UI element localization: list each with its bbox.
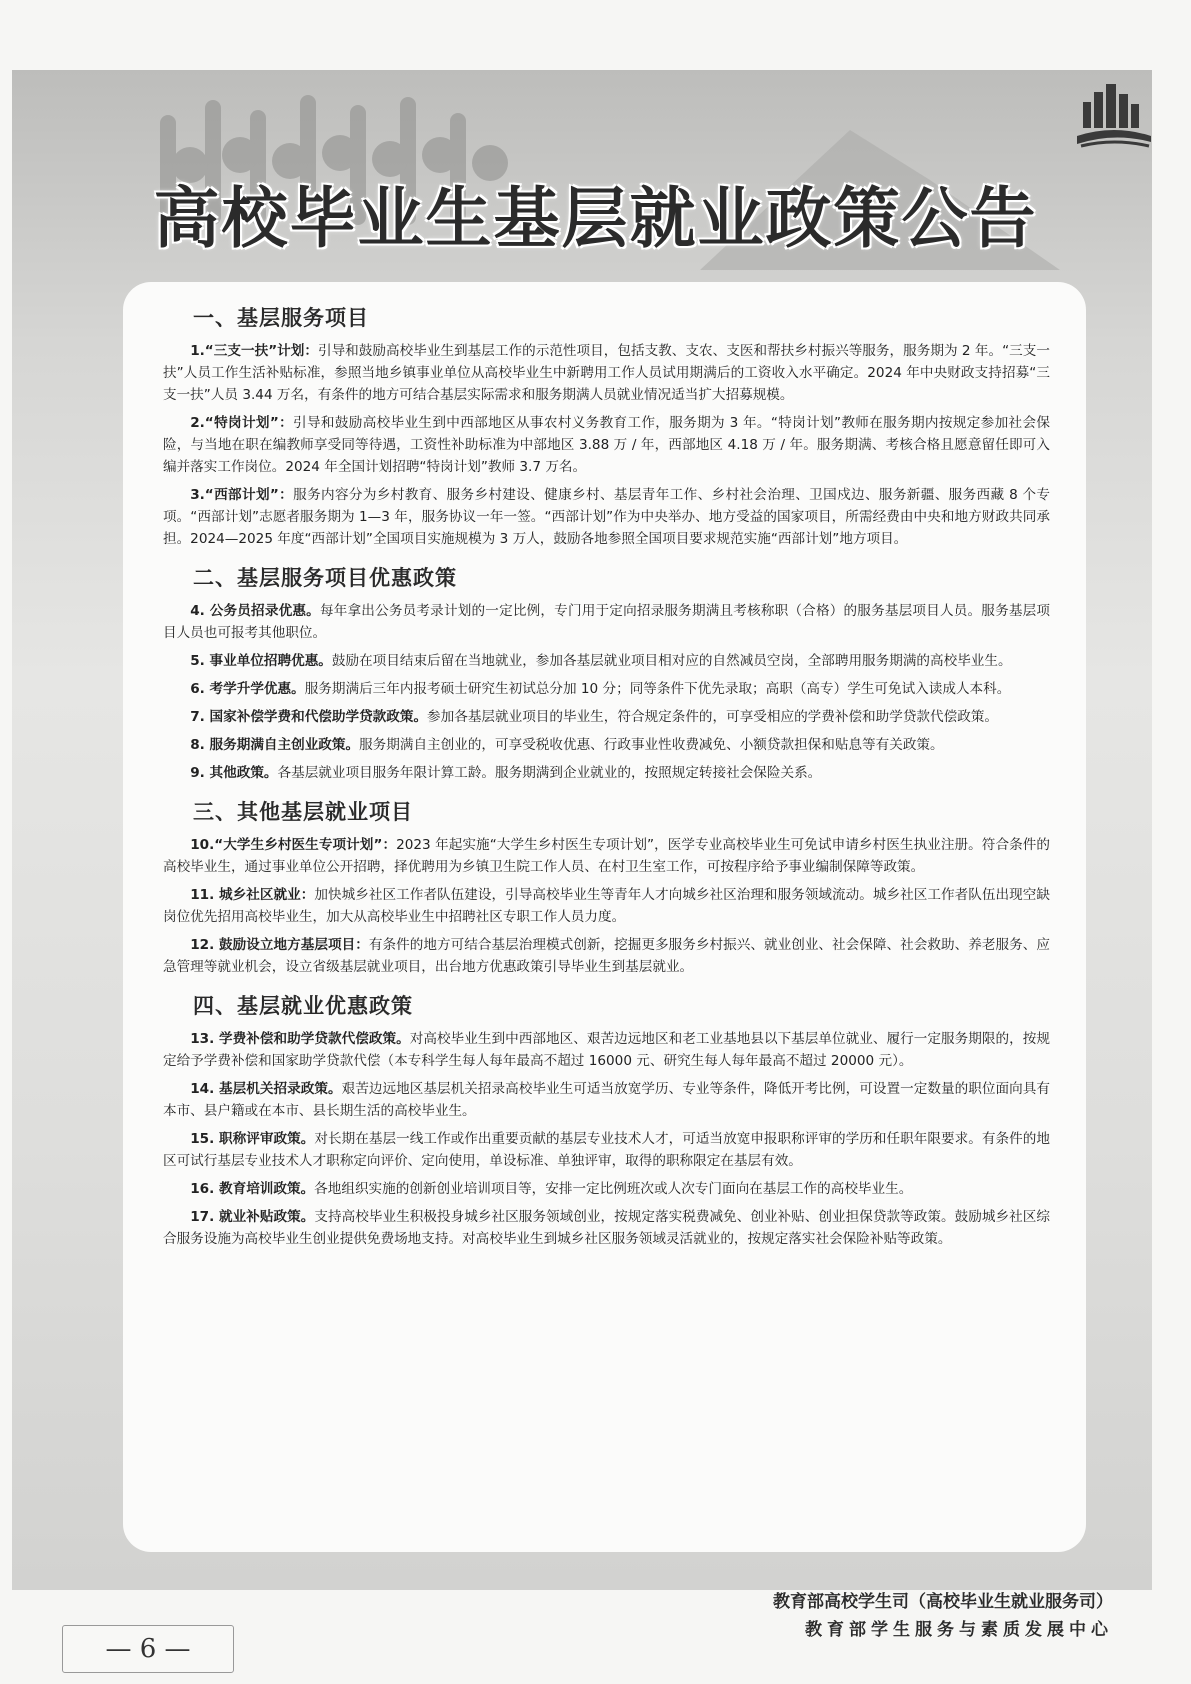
policy-item-lead: 10.“大学生乡村医生专项计划”： [190, 837, 397, 853]
policy-item-lead: 7. 国家补偿学费和代偿助学贷款政策。 [190, 709, 428, 725]
section-heading: 二、基层服务项目优惠政策 [193, 566, 457, 590]
policy-item-body: 支持高校毕业生积极投身城乡社区服务领域创业，按规定落实税费减免、创业补贴、创业担保贷款等政策。鼓励城乡社区综合服务设施为高校毕业生创业提供免费场地支持。对高校毕业生到城乡社区服务领域灵活就业的，按规定落实社会保险补贴等政策。 [163, 1209, 1050, 1247]
policy-item [163, 484, 1050, 550]
policy-item-body: 艰苦边远地区基层机关招录高校毕业生可适当放宽学历、专业等条件，降低开考比例，可设置一定数量的职位面向具有本市、县户籍或在本市、县长期生活的高校毕业生。 [163, 1081, 1050, 1119]
policy-item [163, 706, 1050, 728]
policy-item-lead: 15. 职称评审政策。 [190, 1131, 315, 1147]
section-heading: 四、基层就业优惠政策 [193, 994, 413, 1018]
policy-item-lead: 4. 公务员招录优惠。 [190, 603, 320, 619]
issuing-organizations [773, 1588, 1113, 1644]
policy-item [163, 762, 1050, 784]
policy-item-lead: 9. 其他政策。 [190, 765, 278, 781]
policy-item-lead: 2.“特岗计划”： [190, 415, 294, 431]
policy-item-body: 引导和鼓励高校毕业生到基层工作的示范性项目，包括支教、支农、支医和帮扶乡村振兴等服务，服务期为 2 年。“三支一扶”人员工作生活补贴标准，参照当地乡镇事业单位从高校毕业生中新聘用工作人员试用期满后的工资收入水平确定。2024 年中央财政支持招募“三支一扶”人员 3.44 万名，有条件的地方可结合基层实际需求和服务期满人员就业情况适当扩大招募规模。 [163, 343, 1050, 403]
organization-name: 教育部高校学生司（高校毕业生就业服务司） [773, 1592, 1113, 1612]
page-title: 高校毕业生基层就业政策公告 [153, 179, 1038, 257]
policy-item [163, 1178, 1050, 1200]
policy-item-lead: 8. 服务期满自主创业政策。 [190, 737, 360, 753]
policy-item [163, 1078, 1050, 1122]
policy-item-body: 服务期满后三年内报考硕士研究生初试总分加 10 分；同等条件下优先录取；高职（高专）学生可免试入读成人本科。 [304, 681, 1011, 697]
policy-item [163, 834, 1050, 878]
section-heading: 一、基层服务项目 [193, 306, 369, 330]
policy-item-lead: 12. 鼓励设立地方基层项目： [190, 937, 369, 953]
policy-item [163, 650, 1050, 672]
organization-name: 教育部学生服务与素质发展中心 [805, 1620, 1113, 1640]
policy-item-body: 2023 年起实施“大学生乡村医生专项计划”，医学专业高校毕业生可免试申请乡村医生执业注册。符合条件的高校毕业生，通过事业单位公开招聘，择优聘用为乡镇卫生院工作人员、在村卫生室工作，可按程序给予事业编制保障等政策。 [163, 837, 1050, 875]
policy-item-body: 各基层就业项目服务年限计算工龄。服务期满到企业就业的，按照规定转接社会保险关系。 [277, 765, 822, 781]
policy-item [163, 1028, 1050, 1072]
page-number: — 6 — [62, 1625, 234, 1673]
policy-item-lead: 1.“三支一扶”计划： [190, 343, 318, 359]
policy-item [163, 1206, 1050, 1250]
policy-item-body: 引导和鼓励高校毕业生到中西部地区从事农村义务教育工作，服务期为 3 年。“特岗计划”教师在服务期内按规定参加社会保险，与当地在职在编教师享受同等待遇，工资性补助标准为中部地区 3.88 万 / 年，西部地区 4.18 万 / 年。服务期满、考核合格且愿意留任即可入编并落实工作岗位。2024 年全国计划招聘“特岗计划”教师 3.7 万名。 [163, 415, 1050, 475]
policy-item-lead: 16. 教育培训政策。 [190, 1181, 315, 1197]
content-panel [123, 282, 1086, 1552]
policy-item-body: 鼓励在项目结束后留在当地就业，参加各基层就业项目相对应的自然减员空岗，全部聘用服务期满的高校毕业生。 [331, 653, 1012, 669]
building-logo-icon [1075, 80, 1153, 152]
policy-item-body: 加快城乡社区工作者队伍建设，引导高校毕业生等青年人才向城乡社区治理和服务领域流动。城乡社区工作者队伍出现空缺岗位优先招用高校毕业生，加大从高校毕业生中招聘社区专职工作人员力度。 [163, 887, 1050, 925]
policy-item-lead: 17. 就业补贴政策。 [190, 1209, 315, 1225]
policy-item-body: 服务内容分为乡村教育、服务乡村建设、健康乡村、基层青年工作、乡村社会治理、卫国戍边、服务新疆、服务西藏 8 个专项。“西部计划”志愿者服务期为 1—3 年，服务协议一年一签。“西部计划”作为中央举办、地方受益的国家项目，所需经费由中央和地方财政共同承担。2024—2025 年度“西部计划”全国项目实施规模为 3 万人，鼓励各地参照全国项目要求规范实施“西部计划”地方项目。 [163, 487, 1050, 547]
policy-item [163, 884, 1050, 928]
policy-item-body: 对长期在基层一线工作或作出重要贡献的基层专业技术人才，可适当放宽申报职称评审的学历和任职年限要求。有条件的地区可试行基层专业技术人才职称定向评价、定向使用，单设标准、单独评审，取得的职称限定在基层有效。 [163, 1131, 1050, 1169]
policy-item [163, 934, 1050, 978]
policy-item-body: 有条件的地方可结合基层治理模式创新，挖掘更多服务乡村振兴、就业创业、社会保障、社会救助、养老服务、应急管理等就业机会，设立省级基层就业项目，出台地方优惠政策引导毕业生到基层就业。 [163, 937, 1050, 975]
section-heading: 三、其他基层就业项目 [193, 800, 413, 824]
policy-item-lead: 6. 考学升学优惠。 [190, 681, 305, 697]
policy-item [163, 1128, 1050, 1172]
policy-item [163, 600, 1050, 644]
policy-item-body: 各地组织实施的创新创业培训项目等，安排一定比例班次或人次专门面向在基层工作的高校毕业生。 [314, 1181, 913, 1197]
policy-item-lead: 5. 事业单位招聘优惠。 [190, 653, 332, 669]
policy-item-lead: 14. 基层机关招录政策。 [190, 1081, 342, 1097]
policy-item-body: 对高校毕业生到中西部地区、艰苦边远地区和老工业基地县以下基层单位就业、履行一定服务期限的，按规定给予学费补偿和国家助学贷款代偿（本专科学生每人每年最高不超过 16000 元、研究生每人每年最高不超过 20000 元）。 [163, 1031, 1050, 1069]
policy-item-body: 参加各基层就业项目的毕业生，符合规定条件的，可享受相应的学费补偿和助学贷款代偿政策。 [427, 709, 998, 725]
policy-item-lead: 11. 城乡社区就业： [190, 887, 315, 903]
policy-item-body: 每年拿出公务员考录计划的一定比例，专门用于定向招录服务期满且考核称职（合格）的服务基层项目人员。服务基层项目人员也可报考其他职位。 [163, 603, 1050, 641]
policy-item [163, 734, 1050, 756]
policy-item [163, 412, 1050, 478]
policy-item-body: 服务期满自主创业的，可享受税收优惠、行政事业性收费减免、小额贷款担保和贴息等有关政策。 [359, 737, 944, 753]
policy-item [163, 678, 1050, 700]
policy-item [163, 340, 1050, 406]
policy-item-lead: 3.“西部计划”： [190, 487, 294, 503]
policy-item-lead: 13. 学费补偿和助学贷款代偿政策。 [190, 1031, 410, 1047]
